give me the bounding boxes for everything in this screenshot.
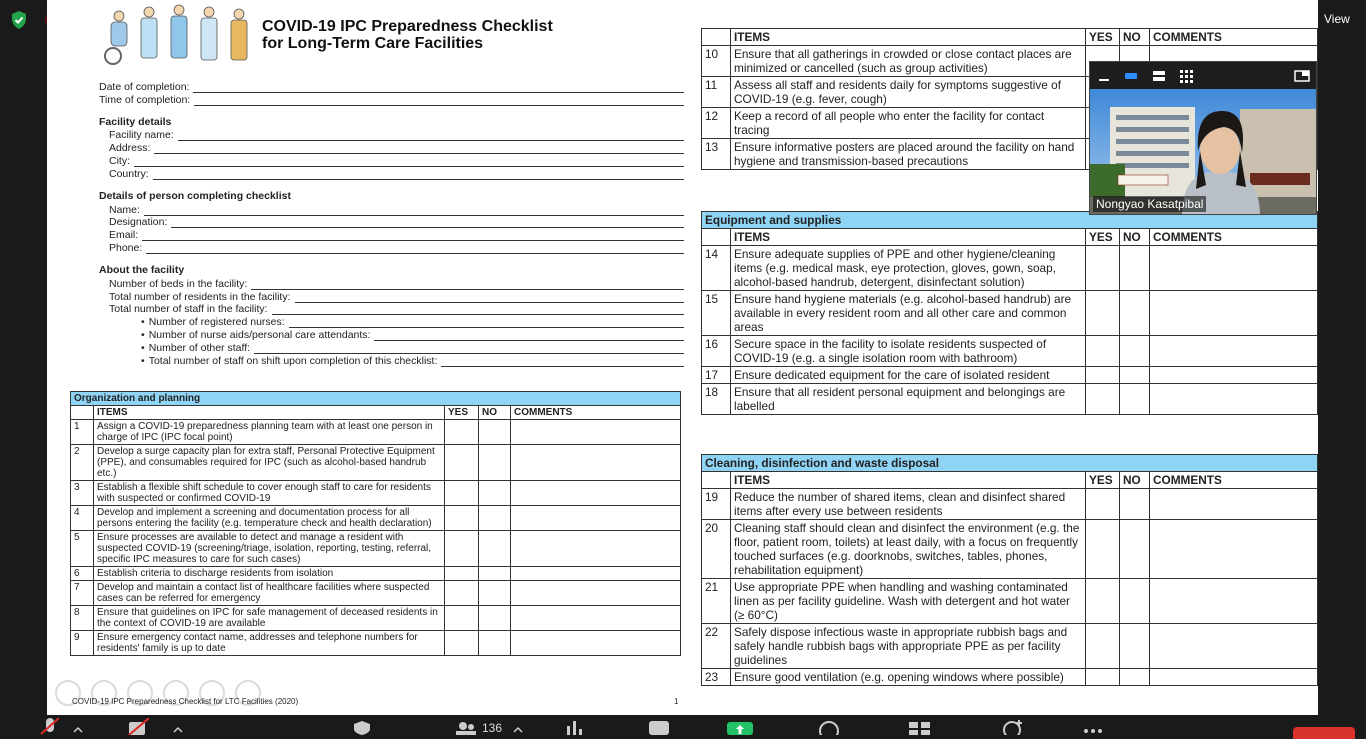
- security-shield-icon[interactable]: [10, 10, 28, 30]
- form-line: [171, 219, 684, 228]
- comments-cell[interactable]: [1150, 520, 1318, 579]
- equip-rows: [702, 246, 1318, 415]
- item-number: 9: [71, 631, 94, 656]
- item-text: Reduce the number of shared items, clean and disinfect shared items after every use between residents: [731, 489, 1086, 520]
- stop-video-icon[interactable]: [127, 718, 153, 735]
- checklist-row: [71, 581, 681, 606]
- no-cell[interactable]: [479, 631, 511, 656]
- end-meeting-button[interactable]: [1293, 727, 1355, 739]
- form-line: [194, 97, 684, 106]
- checklist-row: [71, 420, 681, 445]
- no-header: NO: [1120, 29, 1150, 46]
- item-number: 10: [702, 46, 731, 77]
- participant-count: 136: [482, 721, 503, 735]
- form-line: [254, 345, 684, 354]
- cleaning-disinfection-table: [701, 454, 1318, 686]
- item-text: Ensure emergency contact name, addresses and telephone numbers for residents' family is up to date: [94, 631, 445, 656]
- item-number: 13: [702, 139, 731, 170]
- form-line: [134, 158, 684, 167]
- item-text: Ensure processes are available to detect and manage a resident with suspected COVID-19 (screening/triage, isolation, reporting, testing, referral, specific IPC measures to care for such cases): [94, 531, 445, 567]
- item-text: Develop a surge capacity plan for extra staff, Personal Protective Equipment (PPE), and consumables required for IPC (such as alcohol-based handrub etc.): [94, 445, 445, 481]
- phone-field: [99, 241, 684, 254]
- item-number: 2: [71, 445, 94, 481]
- item-text: Ensure good ventilation (e.g. opening windows where possible): [731, 669, 1086, 686]
- item-number: 15: [702, 291, 731, 336]
- form-line: [251, 281, 684, 290]
- more-options-icon[interactable]: [1082, 728, 1104, 735]
- time-label: Time of completion:: [99, 93, 191, 106]
- form-line: [154, 145, 684, 154]
- comments-cell[interactable]: [511, 567, 681, 581]
- item-number: 16: [702, 336, 731, 367]
- item-number: 11: [702, 77, 731, 108]
- security-icon[interactable]: [352, 720, 372, 735]
- comments-cell[interactable]: [511, 420, 681, 445]
- polls-icon[interactable]: [565, 720, 583, 735]
- item-text: Safely dispose infectious waste in appropriate rubbish bags and safely handle rubbish bags with appropriate PPE as per facility guidelines: [731, 624, 1086, 669]
- comments-cell[interactable]: [1150, 669, 1318, 686]
- item-text: Use appropriate PPE when handling and washing contaminated linen as per facility guideline. Wash with detergent and hot water (≥ 60°C): [731, 579, 1086, 624]
- no-cell[interactable]: [479, 581, 511, 606]
- item-number: 7: [71, 581, 94, 606]
- breakout-rooms-icon[interactable]: [908, 721, 932, 735]
- yes-header: YES: [445, 406, 479, 420]
- form-line: [144, 207, 684, 216]
- staff-field: [99, 303, 684, 316]
- no-cell[interactable]: [1120, 579, 1150, 624]
- beds-label: Number of beds in the facility:: [109, 277, 248, 290]
- checklist-row: [71, 445, 681, 481]
- no-cell[interactable]: [479, 445, 511, 481]
- item-number: 22: [702, 624, 731, 669]
- form-line: [193, 84, 684, 93]
- no-cell[interactable]: [1120, 489, 1150, 520]
- comments-cell[interactable]: [511, 481, 681, 506]
- checklist-row: [702, 520, 1318, 579]
- title-line-1: COVID-19 IPC Preparedness Checklist: [262, 18, 553, 35]
- staff-label: Total number of staff in the facility:: [109, 303, 268, 316]
- side-by-side-icon[interactable]: [1152, 70, 1166, 82]
- item-number: 6: [71, 567, 94, 581]
- record-icon[interactable]: [818, 720, 840, 735]
- yes-cell[interactable]: [445, 531, 479, 567]
- video-options-chevron-icon[interactable]: [172, 726, 184, 734]
- designation-label: Designation:: [109, 216, 168, 229]
- residents-field: [99, 290, 684, 303]
- comments-cell[interactable]: [511, 581, 681, 606]
- comments-cell[interactable]: [511, 506, 681, 531]
- yes-cell[interactable]: [445, 581, 479, 606]
- comments-cell[interactable]: [511, 531, 681, 567]
- checklist-row: [702, 384, 1318, 415]
- chat-icon[interactable]: [648, 720, 670, 735]
- equipment-supplies-table: [701, 211, 1318, 415]
- item-text: Ensure dedicated equipment for the care of isolated resident: [731, 367, 1086, 384]
- item-text: Establish criteria to discharge residents from isolation: [94, 567, 445, 581]
- gallery-grid-icon[interactable]: [1180, 70, 1194, 84]
- number-header-cell: [702, 472, 731, 489]
- section-title: Cleaning, disinfection and waste disposal: [702, 455, 1318, 472]
- phone-label: Phone:: [109, 241, 143, 254]
- about-heading: About the facility: [99, 263, 185, 276]
- item-text: Keep a record of all people who enter the facility for contact tracing: [731, 108, 1086, 139]
- item-text: Ensure hand hygiene materials (e.g. alcohol-based handrub) are available in every resident room and all other care and common areas: [731, 291, 1086, 336]
- comments-header: COMMENTS: [1150, 29, 1318, 46]
- yes-cell[interactable]: [1086, 291, 1120, 336]
- number-header-cell: [702, 29, 731, 46]
- no-cell[interactable]: [479, 506, 511, 531]
- participants-icon[interactable]: [455, 722, 477, 735]
- time-field: [99, 93, 684, 106]
- checklist-form-fields: [99, 80, 684, 367]
- item-text: Ensure that guidelines on IPC for safe management of deceased residents in the context of COVID-19 are available: [94, 606, 445, 631]
- no-cell[interactable]: [479, 531, 511, 567]
- facility-heading: Facility details: [99, 115, 172, 128]
- comments-cell[interactable]: [1150, 336, 1318, 367]
- item-number: 1: [71, 420, 94, 445]
- items-header: ITEMS: [94, 406, 445, 420]
- aids-label: • Number of nurse aids/personal care attendants:: [141, 329, 374, 341]
- address-field: [99, 141, 684, 154]
- address-label: Address:: [109, 142, 151, 155]
- reactions-icon[interactable]: [1002, 719, 1024, 735]
- item-text: Establish a flexible shift schedule to cover enough staff to care for residents with suspected or confirmed COVID-19: [94, 481, 445, 506]
- residents-label: Total number of residents in the facility:: [109, 290, 291, 303]
- yes-cell[interactable]: [445, 606, 479, 631]
- comments-cell[interactable]: [1150, 489, 1318, 520]
- checklist-row: [71, 506, 681, 531]
- speaker-video-panel[interactable]: [1089, 61, 1317, 215]
- yes-cell[interactable]: [1086, 367, 1120, 384]
- nurses-label: • Number of registered nurses:: [141, 316, 289, 328]
- item-text: Ensure that all resident personal equipment and belongings are labelled: [731, 384, 1086, 415]
- yes-cell[interactable]: [1086, 624, 1120, 669]
- country-field: [99, 167, 684, 180]
- item-text: Assess all staff and residents daily for symptoms suggestive of COVID-19 (e.g. fever, cough): [731, 77, 1086, 108]
- checklist-row: [71, 567, 681, 581]
- item-number: 17: [702, 367, 731, 384]
- view-label: View: [1324, 12, 1350, 26]
- comments-cell[interactable]: [1150, 624, 1318, 669]
- organization-planning-table: [70, 391, 681, 656]
- on-shift-field: [99, 354, 684, 367]
- items-header: ITEMS: [731, 472, 1086, 489]
- yes-cell[interactable]: [445, 420, 479, 445]
- page-number: 1: [674, 697, 679, 706]
- nurses-field: [99, 315, 684, 328]
- yes-cell[interactable]: [445, 445, 479, 481]
- checklist-row: [702, 624, 1318, 669]
- other-staff-field: [99, 341, 684, 354]
- item-text: Secure space in the facility to isolate residents suspected of COVID-19 (e.g. a single isolation room with bathroom): [731, 336, 1086, 367]
- org-rows: [71, 420, 681, 656]
- date-field: [99, 80, 684, 93]
- country-label: Country:: [109, 167, 149, 180]
- yes-cell[interactable]: [1086, 669, 1120, 686]
- comments-cell[interactable]: [511, 631, 681, 656]
- email-field: [99, 228, 684, 241]
- facility-name-label: Facility name:: [109, 129, 174, 142]
- checklist-row: [71, 531, 681, 567]
- no-cell[interactable]: [1120, 624, 1150, 669]
- yes-cell[interactable]: [1086, 489, 1120, 520]
- on-shift-label: • Total number of staff on shift upon completion of this checklist:: [141, 355, 441, 367]
- comments-cell[interactable]: [1150, 384, 1318, 415]
- no-cell[interactable]: [479, 606, 511, 631]
- yes-cell[interactable]: [1086, 579, 1120, 624]
- clean-rows: [702, 489, 1318, 686]
- city-label: City:: [109, 154, 130, 167]
- comments-cell[interactable]: [1150, 579, 1318, 624]
- item-text: Develop and implement a screening and documentation process for all persons entering the facility (e.g. temperature check and health declaration): [94, 506, 445, 531]
- item-number: 20: [702, 520, 731, 579]
- item-text: Cleaning staff should clean and disinfect the environment (e.g. the floor, patient room, toilets) at least daily, with a focus on frequently touched surfaces (e.g. doorknobs, switches, tables, phones, rehabilitation equipment): [731, 520, 1086, 579]
- yes-cell[interactable]: [445, 481, 479, 506]
- care-staff-illustration: [91, 2, 291, 66]
- share-screen-icon[interactable]: [727, 722, 753, 735]
- yes-cell[interactable]: [1086, 336, 1120, 367]
- pop-out-icon[interactable]: [1294, 70, 1310, 82]
- no-cell[interactable]: [1120, 291, 1150, 336]
- item-text: Assign a COVID-19 preparedness planning team with at least one person in charge of IPC (IPC focal point): [94, 420, 445, 445]
- item-number: 4: [71, 506, 94, 531]
- no-cell[interactable]: [479, 567, 511, 581]
- no-cell[interactable]: [1120, 669, 1150, 686]
- form-line: [289, 319, 684, 328]
- name-field: [99, 203, 684, 216]
- yes-cell[interactable]: [445, 506, 479, 531]
- comments-header: COMMENTS: [511, 406, 681, 420]
- items-header: ITEMS: [731, 29, 1086, 46]
- checklist-row: [702, 336, 1318, 367]
- item-number: 5: [71, 531, 94, 567]
- name-label: Name:: [109, 203, 140, 216]
- form-line: [441, 358, 684, 367]
- number-header-cell: [71, 406, 94, 420]
- yes-header: YES: [1086, 229, 1120, 246]
- date-label: Date of completion:: [99, 80, 190, 93]
- yes-header: YES: [1086, 29, 1120, 46]
- item-number: 8: [71, 606, 94, 631]
- audio-options-chevron-icon[interactable]: [72, 726, 84, 734]
- comments-header: COMMENTS: [1150, 229, 1318, 246]
- document-footer: COVID-19 IPC Preparedness Checklist for LTC Facilities (2020): [72, 697, 299, 706]
- checklist-row: [702, 246, 1318, 291]
- no-cell[interactable]: [1120, 367, 1150, 384]
- no-cell[interactable]: [1120, 246, 1150, 291]
- number-header-cell: [702, 229, 731, 246]
- checklist-row: [71, 481, 681, 506]
- item-text: Ensure informative posters are placed around the facility on hand hygiene and transmission-based precautions: [731, 139, 1086, 170]
- section-title: Organization and planning: [71, 392, 681, 406]
- comments-cell[interactable]: [511, 445, 681, 481]
- video-toolbar: [1090, 62, 1316, 89]
- no-header: NO: [1120, 472, 1150, 489]
- form-line: [142, 232, 684, 241]
- item-number: 21: [702, 579, 731, 624]
- comments-header: COMMENTS: [1150, 472, 1318, 489]
- person-heading: Details of person completing checklist: [99, 189, 291, 202]
- facility-name-field: [99, 129, 684, 142]
- comments-cell[interactable]: [1150, 291, 1318, 336]
- yes-cell[interactable]: [1086, 520, 1120, 579]
- speaker-view-icon[interactable]: [1124, 70, 1138, 82]
- title-line-2: for Long-Term Care Facilities: [262, 35, 484, 52]
- checklist-row: [71, 631, 681, 656]
- minimize-icon[interactable]: [1098, 70, 1110, 82]
- participants-chevron-icon[interactable]: [512, 726, 524, 734]
- yes-header: YES: [1086, 472, 1120, 489]
- checklist-row: [71, 606, 681, 631]
- form-line: [178, 132, 684, 141]
- form-line: [295, 294, 684, 303]
- no-cell[interactable]: [479, 420, 511, 445]
- item-text: Ensure adequate supplies of PPE and other hygiene/cleaning items (e.g. medical mask, eye protection, gloves, gown, soap, alcohol-based handrub, detergent, disinfectant solution): [731, 246, 1086, 291]
- checklist-row: [702, 579, 1318, 624]
- comments-cell[interactable]: [1150, 246, 1318, 291]
- comments-cell[interactable]: [1150, 367, 1318, 384]
- no-cell[interactable]: [1120, 520, 1150, 579]
- yes-cell[interactable]: [445, 567, 479, 581]
- no-cell[interactable]: [1120, 384, 1150, 415]
- meeting-controls-bar: [0, 715, 1366, 735]
- section-title: Equipment and supplies: [702, 212, 1318, 229]
- item-number: 23: [702, 669, 731, 686]
- checklist-row: [702, 489, 1318, 520]
- other-staff-label: • Number of other staff:: [141, 342, 254, 354]
- yes-cell[interactable]: [1086, 246, 1120, 291]
- comments-cell[interactable]: [511, 606, 681, 631]
- checklist-row: [702, 367, 1318, 384]
- item-number: 3: [71, 481, 94, 506]
- item-number: 12: [702, 108, 731, 139]
- form-line: [272, 306, 684, 315]
- no-cell[interactable]: [1120, 336, 1150, 367]
- document-title: [262, 18, 553, 52]
- city-field: [99, 154, 684, 167]
- no-header: NO: [479, 406, 511, 420]
- item-number: 19: [702, 489, 731, 520]
- item-number: 14: [702, 246, 731, 291]
- yes-cell[interactable]: [1086, 384, 1120, 415]
- speaker-name-tag: Nongyao Kasatpibal: [1093, 196, 1206, 212]
- aids-field: [99, 328, 684, 341]
- item-number: 18: [702, 384, 731, 415]
- item-text: Ensure that all gatherings in crowded or close contact places are minimized or cancelled (such as group activities): [731, 46, 1086, 77]
- item-text: Develop and maintain a contact list of healthcare facilities where suspected cases can be referred for emergency: [94, 581, 445, 606]
- yes-cell[interactable]: [445, 631, 479, 656]
- designation-field: [99, 216, 684, 229]
- form-line: [374, 332, 684, 341]
- no-header: NO: [1120, 229, 1150, 246]
- beds-field: [99, 277, 684, 290]
- mute-microphone-icon[interactable]: [39, 718, 61, 735]
- checklist-row: [702, 669, 1318, 686]
- items-header: ITEMS: [731, 229, 1086, 246]
- no-cell[interactable]: [479, 481, 511, 506]
- email-label: Email:: [109, 229, 139, 242]
- form-line: [146, 245, 684, 254]
- checklist-row: [702, 291, 1318, 336]
- form-line: [153, 171, 684, 180]
